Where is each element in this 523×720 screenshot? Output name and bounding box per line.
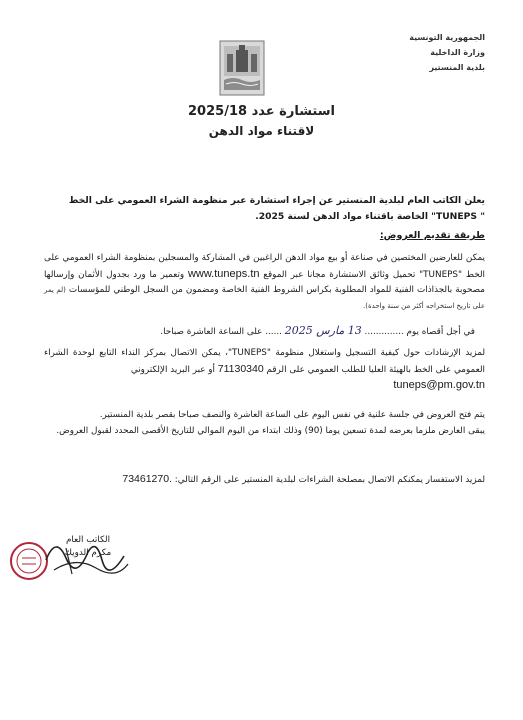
intro-line-2: " TUNEPS" الخاصة باقتناء مواد الدهن لسنة 2025.	[255, 211, 485, 222]
contact-phone: 73461270.	[122, 473, 172, 485]
help-paragraph	[44, 346, 485, 395]
consultation-subject: لاقتناء مواد الدهن	[208, 124, 315, 138]
municipality-emblem-icon	[219, 40, 265, 96]
submission-paragraph	[44, 251, 485, 314]
signature-block	[48, 534, 128, 560]
opening-line-2: يبقى العارض ملزما بعرضه لمدة تسعين يوما (90) وذلك ابتداء من اليوم الموالي للتاريخ الأقصى المحدد لقبول العروض.	[56, 425, 485, 436]
opening-line-1: يتم فتح العروض في جلسة علنية في نفس اليوم على الساعة العاشرة والنصف صباحا بقصر بلدية المنستير.	[99, 410, 485, 420]
help-text-2: أو عبر البريد الإلكتروني	[130, 364, 215, 375]
submission-text-2: وتعمير ما ورد بجدول الأثمان وإرسالها مصحوبة بالجذاذات الفنية للمواد المطلوبة بكراس الشروط الفنية الخاصة ومضمون من السجل الوطني للمؤسسات	[44, 269, 485, 295]
deadline-prefix: في أجل أقصاه يوم	[406, 327, 475, 337]
signatory-role: الكاتب العام	[65, 535, 111, 545]
help-phone: 71130340	[217, 362, 264, 375]
deadline-suffix: على الساعة العاشرة صباحا.	[160, 327, 263, 337]
intro-line-1: يعلن الكاتب العام لبلدية المنستير عن إجراء استشارة عبر منظومة الشراء العمومي على الخط	[68, 195, 485, 206]
letterhead	[409, 30, 485, 75]
submission-note: (لم يمر على تاريخ استخراجه أكثر من سنة واحدة).	[44, 286, 485, 310]
contact-paragraph	[44, 472, 485, 489]
consultation-number: استشارة عدد 2025/18	[188, 104, 335, 119]
tuneps-url: www.tuneps.tn	[187, 267, 260, 280]
letterhead-municipality: بلدية المنستير	[429, 63, 485, 72]
help-text: لمزيد الإرشادات حول كيفية التسجيل واستغلال منظومة "TUNEPS"، يمكن الاتصال بمركز النداء التابع لوحدة الشراء العمومي على الخط بالهيئة العليا للطلب العمومي على الرقم	[44, 348, 486, 375]
help-email: tuneps@pm.gov.tn	[393, 379, 485, 391]
contact-text: لمزيد الاستفسار يمكنكم الاتصال بمصلحة الشراءات لبلدية المنستير على الرقم التالي:	[174, 475, 485, 485]
intro-paragraph	[44, 193, 485, 225]
signatory-name: مكرم الدويك	[64, 548, 112, 558]
letterhead-ministry: وزارة الداخلية	[430, 48, 485, 57]
letterhead-country: الجمهورية التونسية	[409, 33, 485, 42]
section-heading: طريقة تقديم العروض:	[379, 230, 485, 241]
handwritten-date: 13 مارس 2025	[284, 324, 362, 337]
deadline-line: في أجل أقصاه يوم .............. 13 مارس 2025 ...... على الساعة العاشرة صباحا.	[160, 324, 475, 337]
submission-text: يمكن للعارضين المختصين في صناعة أو بيع مواد الدهن الراغبين في المشاركة والمسجلين بمنظومة الشراء العمومي على الخط "TUNEPS" تحميل وثائق الاستشارة مجانا عبر الموقع	[44, 253, 485, 280]
opening-paragraph	[44, 408, 485, 439]
